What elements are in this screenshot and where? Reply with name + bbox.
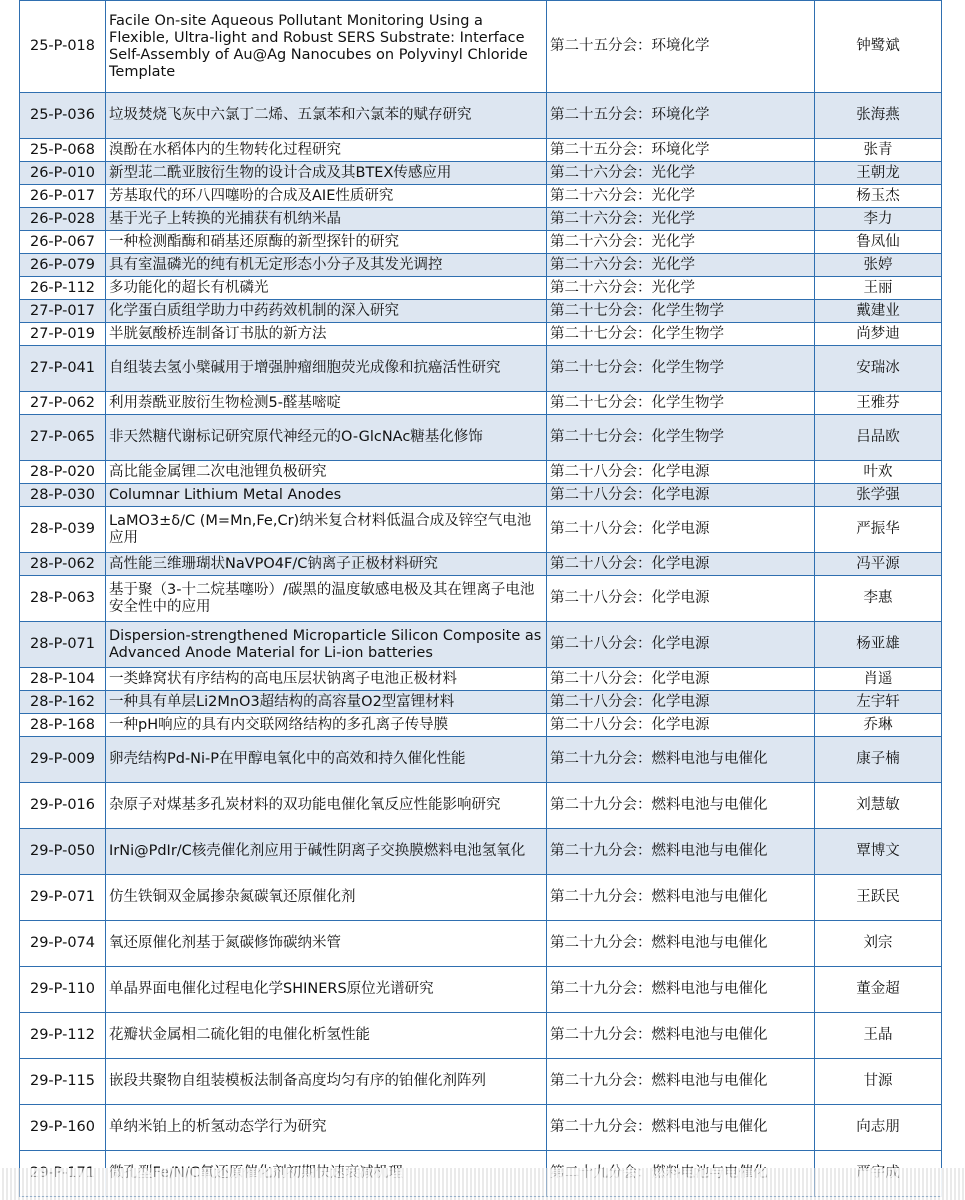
author-name: 王雅芬	[815, 392, 942, 415]
poster-title: Columnar Lithium Metal Anodes	[106, 484, 547, 507]
poster-title: LaMO3±δ/C (M=Mn,Fe,Cr)纳米复合材料低温合成及锌空气电池应用	[106, 507, 547, 553]
poster-title: 单纳米铂上的析氢动态学行为研究	[106, 1105, 547, 1151]
poster-table-body	[20, 1, 942, 1197]
author-name: 王晶	[815, 1013, 942, 1059]
author-name: 董金超	[815, 967, 942, 1013]
session-name: 第二十五分会：环境化学	[547, 93, 815, 139]
poster-id: 27-P-062	[20, 392, 106, 415]
author-name: 刘宗	[815, 921, 942, 967]
author-name: 覃博文	[815, 829, 942, 875]
session-name: 第二十六分会：光化学	[547, 185, 815, 208]
author-name: 乔琳	[815, 714, 942, 737]
session-name: 第二十五分会：环境化学	[547, 139, 815, 162]
table-row	[20, 1105, 942, 1151]
poster-id: 28-P-104	[20, 668, 106, 691]
author-name: 王跃民	[815, 875, 942, 921]
table-row	[20, 507, 942, 553]
poster-id: 29-P-115	[20, 1059, 106, 1105]
session-name: 第二十五分会：环境化学	[547, 1, 815, 93]
poster-id: 29-P-110	[20, 967, 106, 1013]
table-row	[20, 185, 942, 208]
poster-id: 27-P-065	[20, 415, 106, 461]
poster-id: 26-P-112	[20, 277, 106, 300]
poster-title: 一种pH响应的具有内交联网络结构的多孔离子传导膜	[106, 714, 547, 737]
session-name: 第二十九分会：燃料电池与电催化	[547, 783, 815, 829]
poster-id: 26-P-017	[20, 185, 106, 208]
session-name: 第二十八分会：化学电源	[547, 553, 815, 576]
poster-id: 29-P-112	[20, 1013, 106, 1059]
table-row	[20, 162, 942, 185]
poster-id: 29-P-016	[20, 783, 106, 829]
session-name: 第二十六分会：光化学	[547, 208, 815, 231]
poster-title: 杂原子对煤基多孔炭材料的双功能电催化氧反应性能影响研究	[106, 783, 547, 829]
author-name: 康子楠	[815, 737, 942, 783]
session-name: 第二十九分会：燃料电池与电催化	[547, 1059, 815, 1105]
table-row	[20, 139, 942, 162]
poster-title: 卵壳结构Pd-Ni-P在甲醇电氧化中的高效和持久催化性能	[106, 737, 547, 783]
session-name: 第二十六分会：光化学	[547, 254, 815, 277]
session-name: 第二十六分会：光化学	[547, 162, 815, 185]
table-row	[20, 461, 942, 484]
poster-title: 新型苝二酰亚胺衍生物的设计合成及其BTEX传感应用	[106, 162, 547, 185]
author-name: 杨亚雄	[815, 622, 942, 668]
poster-id: 26-P-028	[20, 208, 106, 231]
session-name: 第二十八分会：化学电源	[547, 622, 815, 668]
poster-title: 一种具有单层Li2MnO3超结构的高容量O2型富锂材料	[106, 691, 547, 714]
session-name: 第二十八分会：化学电源	[547, 714, 815, 737]
table-row	[20, 1059, 942, 1105]
session-name: 第二十九分会：燃料电池与电催化	[547, 737, 815, 783]
author-name: 张学强	[815, 484, 942, 507]
poster-title: 高比能金属锂二次电池锂负极研究	[106, 461, 547, 484]
poster-id: 28-P-168	[20, 714, 106, 737]
table-row	[20, 737, 942, 783]
poster-id: 28-P-039	[20, 507, 106, 553]
author-name: 鲁凤仙	[815, 231, 942, 254]
session-name: 第二十八分会：化学电源	[547, 691, 815, 714]
session-name: 第二十九分会：燃料电池与电催化	[547, 967, 815, 1013]
poster-title: 花瓣状金属相二硫化钼的电催化析氢性能	[106, 1013, 547, 1059]
session-name: 第二十八分会：化学电源	[547, 484, 815, 507]
poster-id: 28-P-030	[20, 484, 106, 507]
table-row	[20, 714, 942, 737]
poster-title: 垃圾焚烧飞灰中六氯丁二烯、五氯苯和六氯苯的赋存研究	[106, 93, 547, 139]
table-row	[20, 829, 942, 875]
poster-id: 27-P-017	[20, 300, 106, 323]
table-row	[20, 484, 942, 507]
table-row	[20, 346, 942, 392]
poster-title: Facile On-site Aqueous Pollutant Monitoring Using a Flexible, Ultra-light and Robust SERS Substrate: Interface Self-Assembly of Au@Ag Nanocubes on Polyvinyl Chloride Template	[106, 1, 547, 93]
table-row	[20, 576, 942, 622]
poster-title: 嵌段共聚物自组装模板法制备高度均匀有序的铂催化剂阵列	[106, 1059, 547, 1105]
poster-title: 氧还原催化剂基于氮碳修饰碳纳米管	[106, 921, 547, 967]
poster-title: 基于光子上转换的光捕获有机纳米晶	[106, 208, 547, 231]
poster-title: 基于聚（3-十二烷基噻吩）/碳黑的温度敏感电极及其在锂离子电池安全性中的应用	[106, 576, 547, 622]
poster-id: 26-P-079	[20, 254, 106, 277]
poster-title: 溴酚在水稻体内的生物转化过程研究	[106, 139, 547, 162]
session-name: 第二十七分会：化学生物学	[547, 323, 815, 346]
author-name: 李力	[815, 208, 942, 231]
table-row	[20, 300, 942, 323]
session-name: 第二十六分会：光化学	[547, 277, 815, 300]
session-name: 第二十九分会：燃料电池与电催化	[547, 921, 815, 967]
poster-id: 26-P-067	[20, 231, 106, 254]
table-row	[20, 783, 942, 829]
table-row	[20, 231, 942, 254]
author-name: 刘慧敏	[815, 783, 942, 829]
table-row	[20, 93, 942, 139]
poster-id: 28-P-162	[20, 691, 106, 714]
poster-title: 仿生铁铜双金属掺杂氮碳氧还原催化剂	[106, 875, 547, 921]
table-row	[20, 277, 942, 300]
author-name: 张青	[815, 139, 942, 162]
poster-id: 28-P-062	[20, 553, 106, 576]
poster-id: 29-P-050	[20, 829, 106, 875]
session-name: 第二十九分会：燃料电池与电催化	[547, 829, 815, 875]
table-row	[20, 691, 942, 714]
table-row	[20, 921, 942, 967]
table-row	[20, 392, 942, 415]
author-name: 王丽	[815, 277, 942, 300]
poster-title: 单晶界面电催化过程电化学SHINERS原位光谱研究	[106, 967, 547, 1013]
author-name: 李惠	[815, 576, 942, 622]
poster-id: 29-P-071	[20, 875, 106, 921]
poster-title: 非天然糖代谢标记研究原代神经元的O-GlcNAc糖基化修饰	[106, 415, 547, 461]
author-name: 左宇轩	[815, 691, 942, 714]
poster-id: 29-P-074	[20, 921, 106, 967]
author-name: 向志朋	[815, 1105, 942, 1151]
poster-id: 28-P-071	[20, 622, 106, 668]
author-name: 叶欢	[815, 461, 942, 484]
poster-title: 一类蜂窝状有序结构的高电压层状钠离子电池正极材料	[106, 668, 547, 691]
session-name: 第二十八分会：化学电源	[547, 461, 815, 484]
poster-id: 26-P-010	[20, 162, 106, 185]
session-name: 第二十八分会：化学电源	[547, 576, 815, 622]
poster-title: 具有室温磷光的纯有机无定形态小分子及其发光调控	[106, 254, 547, 277]
table-row	[20, 967, 942, 1013]
author-name: 甘源	[815, 1059, 942, 1105]
author-name: 张海燕	[815, 93, 942, 139]
poster-title: 化学蛋白质组学助力中药药效机制的深入研究	[106, 300, 547, 323]
author-name: 王朝龙	[815, 162, 942, 185]
session-name: 第二十六分会：光化学	[547, 231, 815, 254]
poster-title: 自组装去氢小檗碱用于增强肿瘤细胞荧光成像和抗癌活性研究	[106, 346, 547, 392]
session-name: 第二十七分会：化学生物学	[547, 300, 815, 323]
poster-title: 芳基取代的环八四噻吩的合成及AIE性质研究	[106, 185, 547, 208]
table-row	[20, 875, 942, 921]
author-name: 杨玉杰	[815, 185, 942, 208]
table-row	[20, 668, 942, 691]
poster-title: IrNi@PdIr/C核壳催化剂应用于碱性阴离子交换膜燃料电池氢氧化	[106, 829, 547, 875]
table-row	[20, 622, 942, 668]
author-name: 冯平源	[815, 553, 942, 576]
table-row	[20, 254, 942, 277]
poster-title: 高性能三维珊瑚状NaVPO4F/C钠离子正极材料研究	[106, 553, 547, 576]
session-name: 第二十八分会：化学电源	[547, 668, 815, 691]
session-name: 第二十九分会：燃料电池与电催化	[547, 1013, 815, 1059]
poster-title: 一种检测酯酶和硝基还原酶的新型探针的研究	[106, 231, 547, 254]
table-row	[20, 553, 942, 576]
bottom-fade	[0, 1168, 965, 1200]
session-name: 第二十七分会：化学生物学	[547, 392, 815, 415]
author-name: 安瑞冰	[815, 346, 942, 392]
session-name: 第二十七分会：化学生物学	[547, 415, 815, 461]
poster-title: 半胱氨酸桥连制备订书肽的新方法	[106, 323, 547, 346]
poster-title: 利用萘酰亚胺衍生物检测5-醛基嘧啶	[106, 392, 547, 415]
poster-id: 29-P-160	[20, 1105, 106, 1151]
author-name: 戴建业	[815, 300, 942, 323]
poster-id: 28-P-020	[20, 461, 106, 484]
session-name: 第二十九分会：燃料电池与电催化	[547, 1105, 815, 1151]
table-row	[20, 1, 942, 93]
table-row	[20, 415, 942, 461]
poster-table	[19, 0, 942, 1197]
author-name: 严振华	[815, 507, 942, 553]
author-name: 张婷	[815, 254, 942, 277]
table-row	[20, 323, 942, 346]
poster-title: Dispersion-strengthened Microparticle Silicon Composite as Advanced Anode Material for Li-ion batteries	[106, 622, 547, 668]
author-name: 钟鹭斌	[815, 1, 942, 93]
author-name: 吕品欧	[815, 415, 942, 461]
author-name: 尚梦迪	[815, 323, 942, 346]
poster-title: 多功能化的超长有机磷光	[106, 277, 547, 300]
table-row	[20, 208, 942, 231]
poster-id: 25-P-036	[20, 93, 106, 139]
poster-id: 25-P-068	[20, 139, 106, 162]
poster-id: 27-P-041	[20, 346, 106, 392]
table-row	[20, 1013, 942, 1059]
poster-id: 25-P-018	[20, 1, 106, 93]
author-name: 肖遥	[815, 668, 942, 691]
poster-id: 29-P-009	[20, 737, 106, 783]
session-name: 第二十七分会：化学生物学	[547, 346, 815, 392]
poster-id: 27-P-019	[20, 323, 106, 346]
poster-id: 28-P-063	[20, 576, 106, 622]
session-name: 第二十八分会：化学电源	[547, 507, 815, 553]
session-name: 第二十九分会：燃料电池与电催化	[547, 875, 815, 921]
